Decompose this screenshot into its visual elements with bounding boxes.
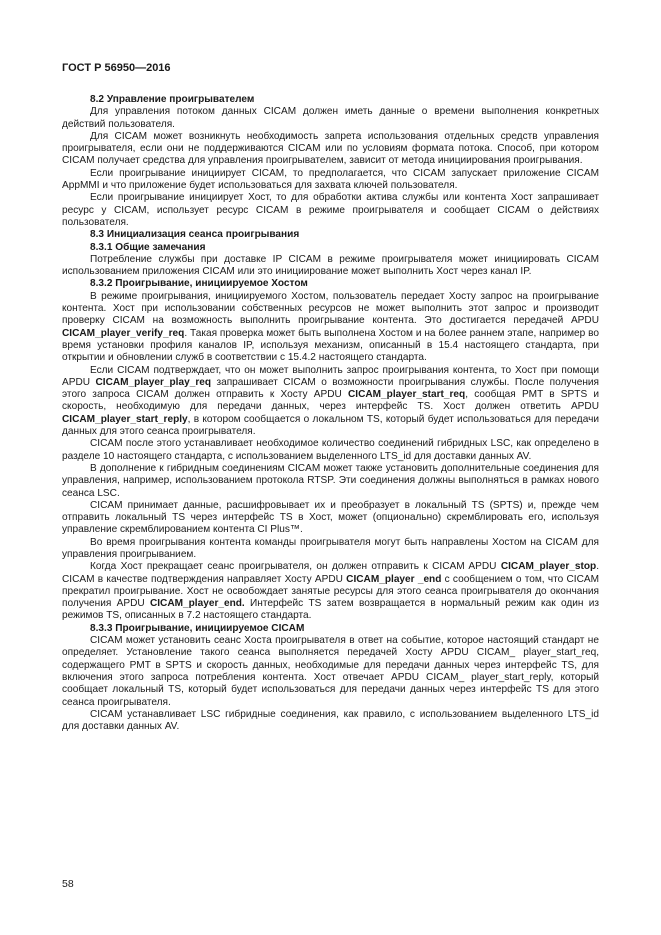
paragraph: Во время проигрывания контента команды проигрывателя могут быть направлены Хостом на CICAM для управления проигрыванием. <box>62 536 599 560</box>
paragraph: Если проигрывание инициирует Хост, то для обработки актива службы или контента Хост запрашивает ресурс у CICAM, использует ресурс CICAM в режиме проигрывателя и сообщает CICAM о действиях пользователя. <box>62 192 599 228</box>
text-run: , в котором сообщается о локальном TS, который будет использоваться для передачи данных для этого сеанса проигрывателя. <box>62 413 599 438</box>
page-number: 58 <box>62 878 74 890</box>
document-id-header: ГОСТ Р 56950—2016 <box>62 62 171 74</box>
text-run: Интерфейс TS затем возвращается в нормальный режим как один из режимов TS, описанных в 7.2 настоящего стандарта. <box>62 598 599 622</box>
paragraph: Для CICAM может возникнуть необходимость запрета использования отдельных средств управления проигрывателя, если они не поддерживаются CICAM или по условиям формата потока. Способ, при котором CICAM получает средства для управления проигрывателем, зависит от метода инициирования проигрывания. <box>62 130 599 167</box>
apdu-name: CICAM_player_play_req <box>95 376 212 388</box>
paragraph: Если проигрывание инициирует CICAM, то предполагается, что CICAM запускает приложение CICAM AppMMI и что приложение будет использоваться для захвата ключей пользователя. <box>62 167 599 192</box>
apdu-name: CICAM_player_verify_req <box>62 327 185 339</box>
paragraph <box>62 561 599 622</box>
text-run: В режиме проигрывания, инициируемого Хостом, пользователь передает Хосту запрос на проигрывание контента. Хост при использовании собственных ресурсов не может выполнить этот запрос и производит проверку CICAM на возможность выполнить проигрывание контента. Это достигается передачей APDU <box>62 290 599 327</box>
apdu-name: CICAM_player_stop <box>500 561 597 573</box>
paragraph <box>62 291 599 365</box>
section-8-2-heading: 8.2 Управление проигрывателем <box>90 94 255 105</box>
paragraph <box>62 365 599 439</box>
subsection-8-3-3-heading: 8.3.3 Проигрывание, инициируемое CICAM <box>90 622 305 634</box>
text-run: Если CICAM подтверждает, что он может выполнить запрос проигрывания контента, то Хост при помощи APDU <box>62 364 599 388</box>
apdu-name: CICAM_player_start_reply <box>62 413 188 425</box>
section-8-3-heading: 8.3 Инициализация сеанса проигрывания <box>90 229 300 241</box>
text-run: , сообщая PMT в SPTS и скорость, необходимую для передачи данных, через интерфейс TS. Хост должен ответить APDU <box>62 389 599 413</box>
paragraph: CICAM принимает данные, расшифровывает их и преобразует в локальный TS (SPTS) и, прежде чем отправить локальный TS через интерфейс TS в Хост, может (опционально) скремблировать его, используя управление скремблированием контента CI Plus™. <box>62 499 599 536</box>
paragraph: В дополнение к гибридным соединениям CICAM может также установить дополнительные соединения для управления, например, использованием протокола RTSP. Эти соединения должны выполняться в рамках нового сеанса LSC. <box>62 462 599 499</box>
page-content <box>62 94 599 733</box>
text-run: . CICAM в качестве подтверждения направляет Хосту APDU <box>62 561 599 585</box>
subsection-8-3-1-heading: 8.3.1 Общие замечания <box>90 241 206 253</box>
apdu-name: CICAM_player_start_req <box>347 389 466 401</box>
text-run: с сообщением о том, что CICAM прекратил проигрывание. Хост не освобождает занятые ресурсы для этого сеанса проигрывателя до окончания получения APDU <box>62 573 600 610</box>
paragraph: Для управления потоком данных CICAM должен иметь данные о времени выполнения конкретных действий пользователя. <box>62 106 599 130</box>
paragraph: CICAM может установить сеанс Хоста проигрывателя в ответ на событие, которое настоящий стандарт не определяет. Установление такого сеанса выполняется передачей Хосту APDU CICAM_ player_start_req, содержащего PMT в SPTS и скорость данных, необходимые для передачи данных через интерфейс TS, для включения этого запроса потребления контента. Хост отвечает APDU CICAM_ player_start_reply, который сообщает локальный TS, который будет использоваться для передачи данных через интерфейс TS для этого сеанса проигрывателя. <box>62 635 599 708</box>
apdu-name: CICAM_player _end <box>346 573 442 585</box>
paragraph: CICAM устанавливает LSC гибридные соединения, как правило, с использованием выделенного LTS_id для доставки данных AV. <box>62 708 599 733</box>
apdu-name: CICAM_player_end. <box>149 598 245 610</box>
paragraph: Потребление службы при доставке IP CICAM в режиме проигрывателя может инициировать CICAM использованием приложения CICAM или это инициирование может выполнить Хост через канал IP. <box>62 253 599 278</box>
text-run: . Такая проверка может быть выполнена Хостом и на более раннем этапе, например во время установки профиля каналов IP, используя механизм, описанный в 15.4 настоящего стандарта, при открытии и обновлении служб в соответствии с 15.4.2 настоящего стандарта. <box>62 327 599 364</box>
subsection-8-3-2-heading: 8.3.2 Проигрывание, инициируемое Хостом <box>90 278 308 290</box>
text-run: запрашивает CICAM о возможности проигрывания службы. После получения этого запроса CICAM должен отправить к Хосту APDU <box>62 376 599 401</box>
text-run: Когда Хост прекращает сеанс проигрывателя, он должен отправить к CICAM APDU <box>90 561 501 573</box>
paragraph: CICAM после этого устанавливает необходимое количество соединений гибридных LSC, как определено в разделе 10 настоящего стандарта, с использованием выделенного LTS_id для доставки данных AV. <box>62 438 599 462</box>
